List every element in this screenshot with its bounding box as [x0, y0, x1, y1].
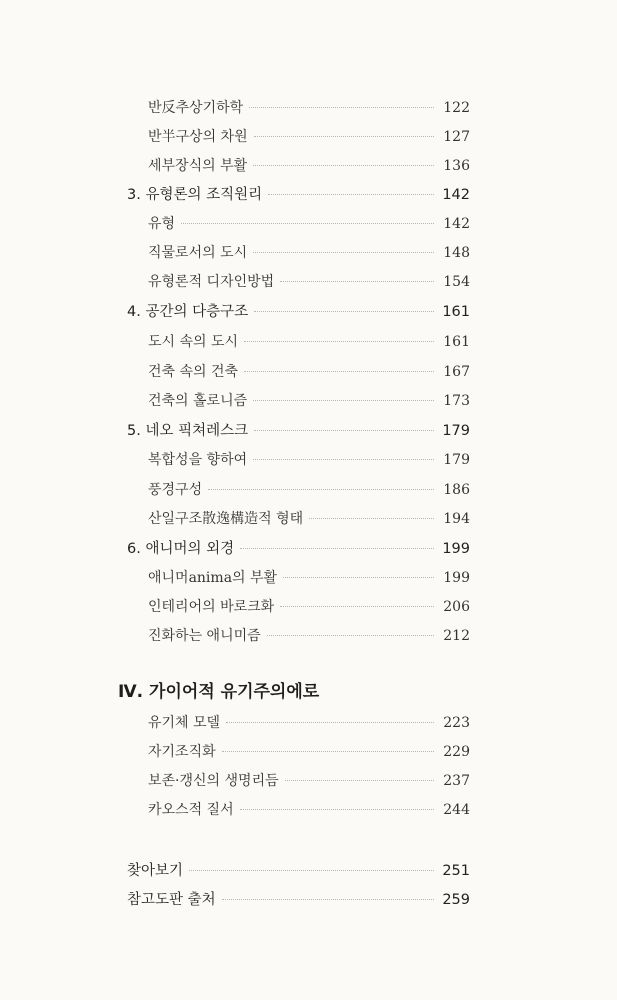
toc-part-title: Ⅳ. 가이어적 유기주의에로 [118, 682, 320, 702]
toc-entry-page: 173 [443, 393, 470, 409]
toc-entry-page: 186 [443, 482, 470, 498]
toc-entry-title: 자기조직화 [148, 744, 216, 760]
toc-section [127, 422, 470, 440]
dot-leader [226, 722, 434, 723]
toc-entry [148, 510, 470, 528]
dot-leader [280, 281, 434, 282]
toc-entry-page: 229 [443, 744, 470, 760]
toc-entry-page: 194 [443, 511, 470, 527]
dot-leader [309, 518, 434, 519]
toc-appendix-entry [127, 862, 470, 880]
toc-entry [148, 801, 470, 819]
toc-entry-title: 보존·갱신의 생명리듬 [148, 773, 279, 789]
toc-entry-page: 167 [443, 364, 470, 380]
dot-leader [267, 635, 434, 636]
toc-entry-page: 212 [443, 628, 470, 644]
toc-entry [148, 273, 470, 291]
toc-entry [148, 392, 470, 410]
toc-entry-title: 반半구상의 차원 [148, 129, 248, 145]
toc-entry [148, 627, 470, 645]
dot-leader [254, 136, 434, 137]
toc-entry [148, 481, 470, 499]
toc-entry-page: 237 [443, 773, 470, 789]
toc-section-title: 4. 공간의 다층구조 [127, 304, 249, 320]
dot-leader [253, 400, 434, 401]
dot-leader [268, 194, 434, 195]
toc-section-title: 6. 애니머의 외경 [127, 541, 235, 557]
toc-entry-page: 161 [443, 334, 470, 350]
toc-entry [148, 772, 470, 790]
toc-entry-title: 건축 속의 건축 [148, 364, 239, 380]
toc-entry [148, 569, 470, 587]
toc-section-title: 3. 유형론의 조직원리 [127, 187, 263, 203]
dot-leader [254, 311, 434, 312]
toc-section [127, 540, 470, 558]
toc-entry-title: 반反추상기하학 [148, 100, 244, 116]
dot-leader [253, 252, 434, 253]
dot-leader [240, 809, 434, 810]
toc-entry-title: 인테리어의 바로크화 [148, 599, 275, 615]
dot-leader [240, 548, 434, 549]
toc-entry-title: 유형 [148, 216, 176, 232]
toc-appendix-entry [127, 891, 470, 909]
toc-section-page: 199 [442, 541, 470, 557]
dot-leader [181, 223, 434, 224]
toc-entry [148, 333, 470, 351]
toc-entry-page: 154 [443, 274, 470, 290]
dot-leader [254, 430, 434, 431]
toc-entry-page: 199 [443, 570, 470, 586]
toc-entry-title: 도시 속의 도시 [148, 334, 239, 350]
dot-leader [253, 165, 434, 166]
toc-entry-page: 148 [443, 245, 470, 261]
toc-appendix-title: 참고도판 출처 [127, 892, 216, 908]
toc-entry-title: 카오스적 질서 [148, 802, 234, 818]
toc-entry-title: 직물로서의 도시 [148, 245, 248, 261]
toc-section-page: 142 [442, 187, 470, 203]
toc-entry [148, 598, 470, 616]
toc-entry-title: 애니머anima의 부활 [148, 570, 278, 586]
toc-appendix-page: 251 [442, 863, 470, 879]
toc-entry-page: 244 [443, 802, 470, 818]
toc-entry-title: 산일구조散逸構造적 형태 [148, 511, 304, 527]
toc-entry [148, 128, 470, 146]
toc-entry-page: 179 [443, 452, 470, 468]
toc-entry-title: 풍경구성 [148, 482, 203, 498]
toc-entry [148, 99, 470, 117]
toc-entry-title: 진화하는 애니미즘 [148, 628, 261, 644]
toc-part-heading [118, 683, 319, 701]
dot-leader [280, 606, 434, 607]
toc-entry-page: 142 [443, 216, 470, 232]
toc-entry-page: 223 [443, 715, 470, 731]
toc-section [127, 186, 470, 204]
toc-entry-title: 건축의 홀로니즘 [148, 393, 248, 409]
toc-section [127, 303, 470, 321]
toc-entry-title: 유형론적 디자인방법 [148, 274, 275, 290]
toc-entry [148, 743, 470, 761]
toc-entry-title: 복합성을 향하여 [148, 452, 248, 468]
toc-entry [148, 714, 470, 732]
toc-entry [148, 363, 470, 381]
toc-entry-page: 136 [443, 158, 470, 174]
dot-leader [244, 341, 434, 342]
toc-appendix-page: 259 [442, 892, 470, 908]
dot-leader [283, 577, 434, 578]
dot-leader [222, 751, 434, 752]
dot-leader [189, 870, 434, 871]
dot-leader [253, 459, 434, 460]
dot-leader [222, 899, 434, 900]
dot-leader [285, 780, 434, 781]
dot-leader [244, 371, 434, 372]
dot-leader [208, 489, 434, 490]
toc-entry-page: 127 [443, 129, 470, 145]
dot-leader [249, 107, 434, 108]
toc-entry-page: 122 [443, 100, 470, 116]
toc-section-title: 5. 네오 픽쳐레스크 [127, 423, 249, 439]
toc-entry-title: 유기체 모델 [148, 715, 221, 731]
toc-section-page: 179 [442, 423, 470, 439]
toc-entry-page: 206 [443, 599, 470, 615]
toc-section-page: 161 [442, 304, 470, 320]
toc-entry-title: 세부장식의 부활 [148, 158, 248, 174]
toc-appendix-title: 찾아보기 [127, 863, 184, 879]
toc-entry [148, 157, 470, 175]
toc-entry [148, 215, 470, 233]
toc-entry [148, 244, 470, 262]
toc-entry [148, 451, 470, 469]
